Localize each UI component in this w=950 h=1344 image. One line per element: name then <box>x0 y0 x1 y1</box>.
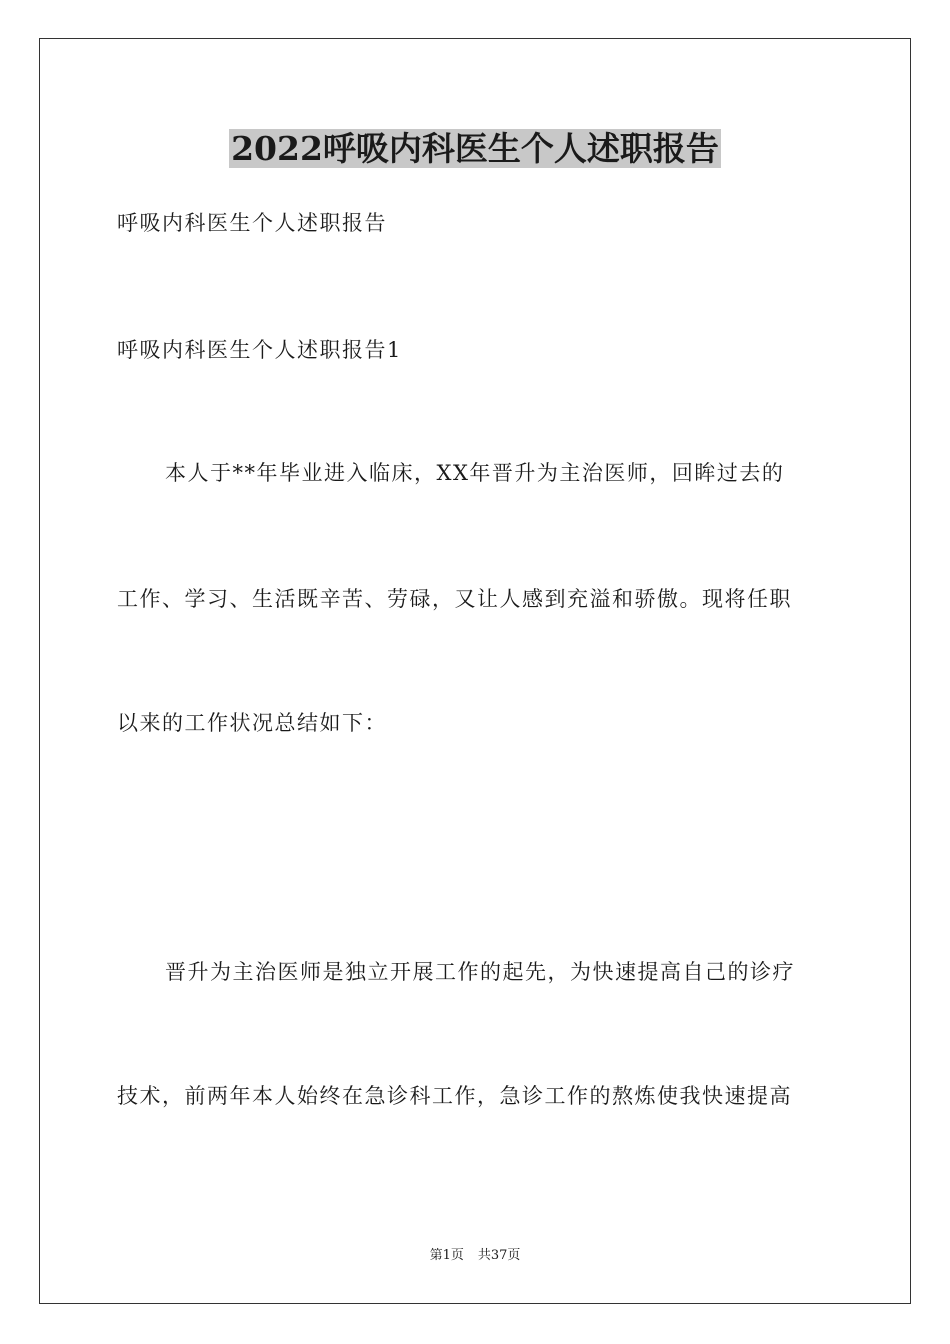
page-footer <box>0 1247 950 1265</box>
paragraph-1-line-1: 本人于**年毕业进入临床，XX年晋升为主治医师，回眸过去的 <box>165 461 785 485</box>
paragraph-1-line-2: 工作、学习、生活既辛苦、劳碌，又让人感到充溢和骄傲。现将任职 <box>117 587 792 611</box>
document-title-text: 2022呼吸内科医生个人述职报告 <box>231 129 719 168</box>
page-number: 第1页 <box>429 1248 464 1263</box>
paragraph-1-line-3: 以来的工作状况总结如下： <box>117 711 387 735</box>
paragraph-2-line-2: 技术，前两年本人始终在急诊科工作，急诊工作的熬炼使我快速提高 <box>117 1084 792 1108</box>
paragraph-2-line-1: 晋升为主治医师是独立开展工作的起先，为快速提高自己的诊疗 <box>165 960 795 984</box>
page-total: 共37页 <box>477 1248 521 1263</box>
document-subtitle: 呼吸内科医生个人述职报告 <box>117 211 387 235</box>
document-title <box>0 128 950 170</box>
section-heading: 呼吸内科医生个人述职报告1 <box>117 338 402 362</box>
